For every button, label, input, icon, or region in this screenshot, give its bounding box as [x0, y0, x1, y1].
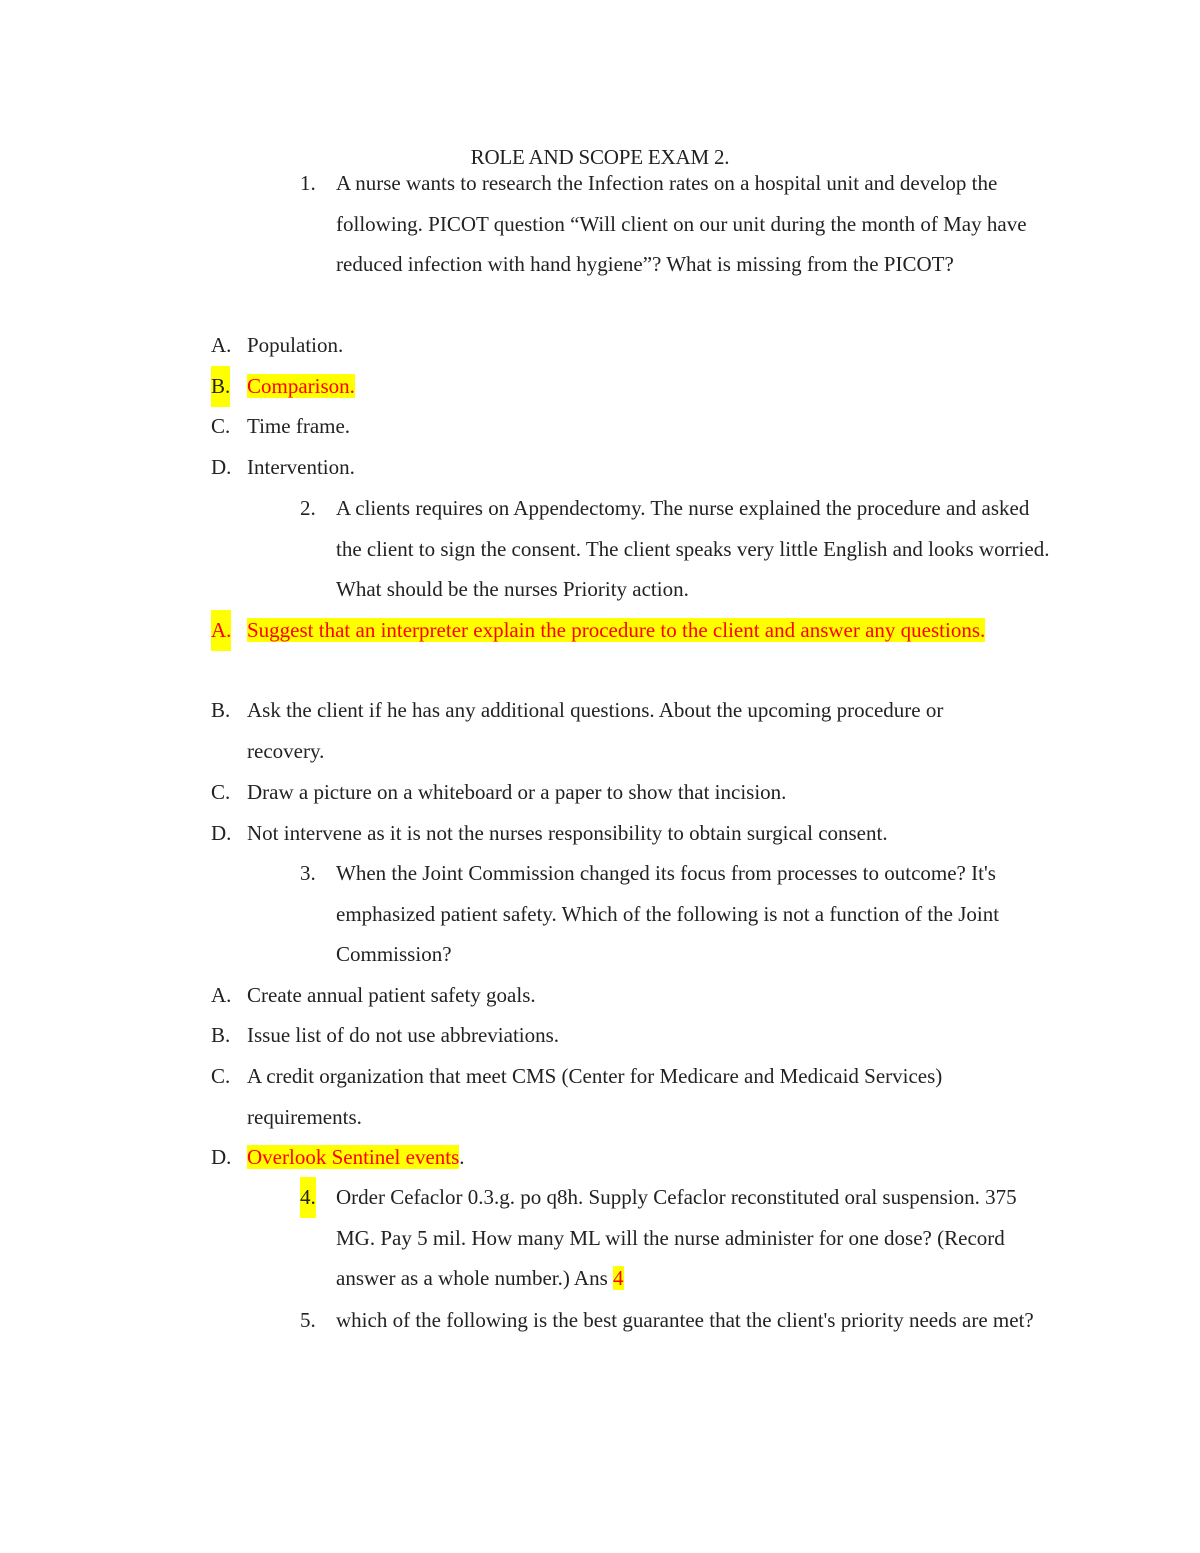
q3-option-c	[211, 1056, 1011, 1137]
question-text: A nurse wants to research the Infection rates on a hospital unit and develop the following. PICOT question “Will client on our unit during the month of May have reduced infection with hand hygiene”? What is missing from the PICOT?	[336, 171, 1027, 277]
option-letter: C.	[211, 1064, 231, 1088]
q3-option-b	[211, 1015, 1011, 1056]
question-number: 3.	[300, 861, 316, 885]
question-1	[300, 163, 1060, 285]
q1-option-b-correct	[211, 366, 1011, 407]
option-letter: B.	[211, 1023, 231, 1047]
option-text: Intervention.	[247, 455, 355, 479]
highlighted-answer: Comparison.	[247, 374, 355, 398]
q2-option-b	[211, 690, 1011, 771]
question-3	[300, 853, 1060, 975]
exam-title: ROLE AND SCOPE EXAM 2.	[470, 145, 730, 169]
option-text: Ask the client if he has any additional questions. About the upcoming procedure or recovery.	[247, 698, 944, 763]
q3-option-a	[211, 975, 1011, 1016]
option-text: Draw a picture on a whiteboard or a paper to show that incision.	[247, 780, 787, 804]
option-letter: A.	[211, 610, 231, 651]
question-number: 1.	[300, 171, 316, 195]
q2-option-c	[211, 772, 1011, 813]
question-number-highlighted: 4.	[300, 1177, 316, 1218]
q2-option-d	[211, 813, 1011, 854]
q1-option-c	[211, 406, 1011, 447]
highlighted-answer: Overlook Sentinel events	[247, 1145, 460, 1169]
q3-option-d-correct	[211, 1137, 1011, 1178]
question-number: 2.	[300, 496, 316, 520]
question-text: which of the following is the best guarantee that the client's priority needs are met?	[336, 1308, 1034, 1332]
option-letter: A.	[211, 983, 232, 1007]
option-text: Time frame.	[247, 414, 351, 438]
option-suffix: .	[459, 1145, 465, 1169]
option-letter: C.	[211, 414, 231, 438]
option-text: A credit organization that meet CMS (Center for Medicare and Medicaid Services) requirements.	[247, 1064, 943, 1129]
q1-option-d	[211, 447, 1011, 488]
question-text: Order Cefaclor 0.3.g. po q8h. Supply Cefaclor reconstituted oral suspension. 375 MG. Pay 5 mil. How many ML will the nurse administer for one dose? (Record answer as a whole number.) Ans	[336, 1185, 1017, 1291]
option-letter: B.	[211, 698, 231, 722]
option-letter: B.	[211, 366, 230, 407]
option-letter: D.	[211, 821, 232, 845]
option-text: Population.	[247, 333, 344, 357]
option-letter: D.	[211, 1145, 232, 1169]
option-text: Not intervene as it is not the nurses responsibility to obtain surgical consent.	[247, 821, 888, 845]
q2-option-a-correct	[211, 610, 1011, 651]
option-letter: C.	[211, 780, 231, 804]
question-4	[300, 1177, 1060, 1299]
answer-value: 4	[613, 1266, 624, 1291]
question-text: When the Joint Commission changed its focus from processes to outcome? It's emphasized patient safety. Which of the following is not a function of the Joint Commission?	[336, 861, 1000, 967]
option-text: Create annual patient safety goals.	[247, 983, 536, 1007]
question-2	[300, 488, 1060, 610]
option-letter: A.	[211, 333, 232, 357]
option-text: Issue list of do not use abbreviations.	[247, 1023, 560, 1047]
question-5	[300, 1300, 1060, 1341]
highlighted-answer: Suggest that an interpreter explain the procedure to the client and answer any questions.	[247, 618, 986, 642]
question-number: 5.	[300, 1308, 316, 1332]
q1-option-a	[211, 325, 1011, 366]
option-letter: D.	[211, 455, 232, 479]
question-text: A clients requires on Appendectomy. The nurse explained the procedure and asked the client to sign the consent. The client speaks very little English and looks worried. What should be the nurses Priority action.	[336, 496, 1050, 602]
